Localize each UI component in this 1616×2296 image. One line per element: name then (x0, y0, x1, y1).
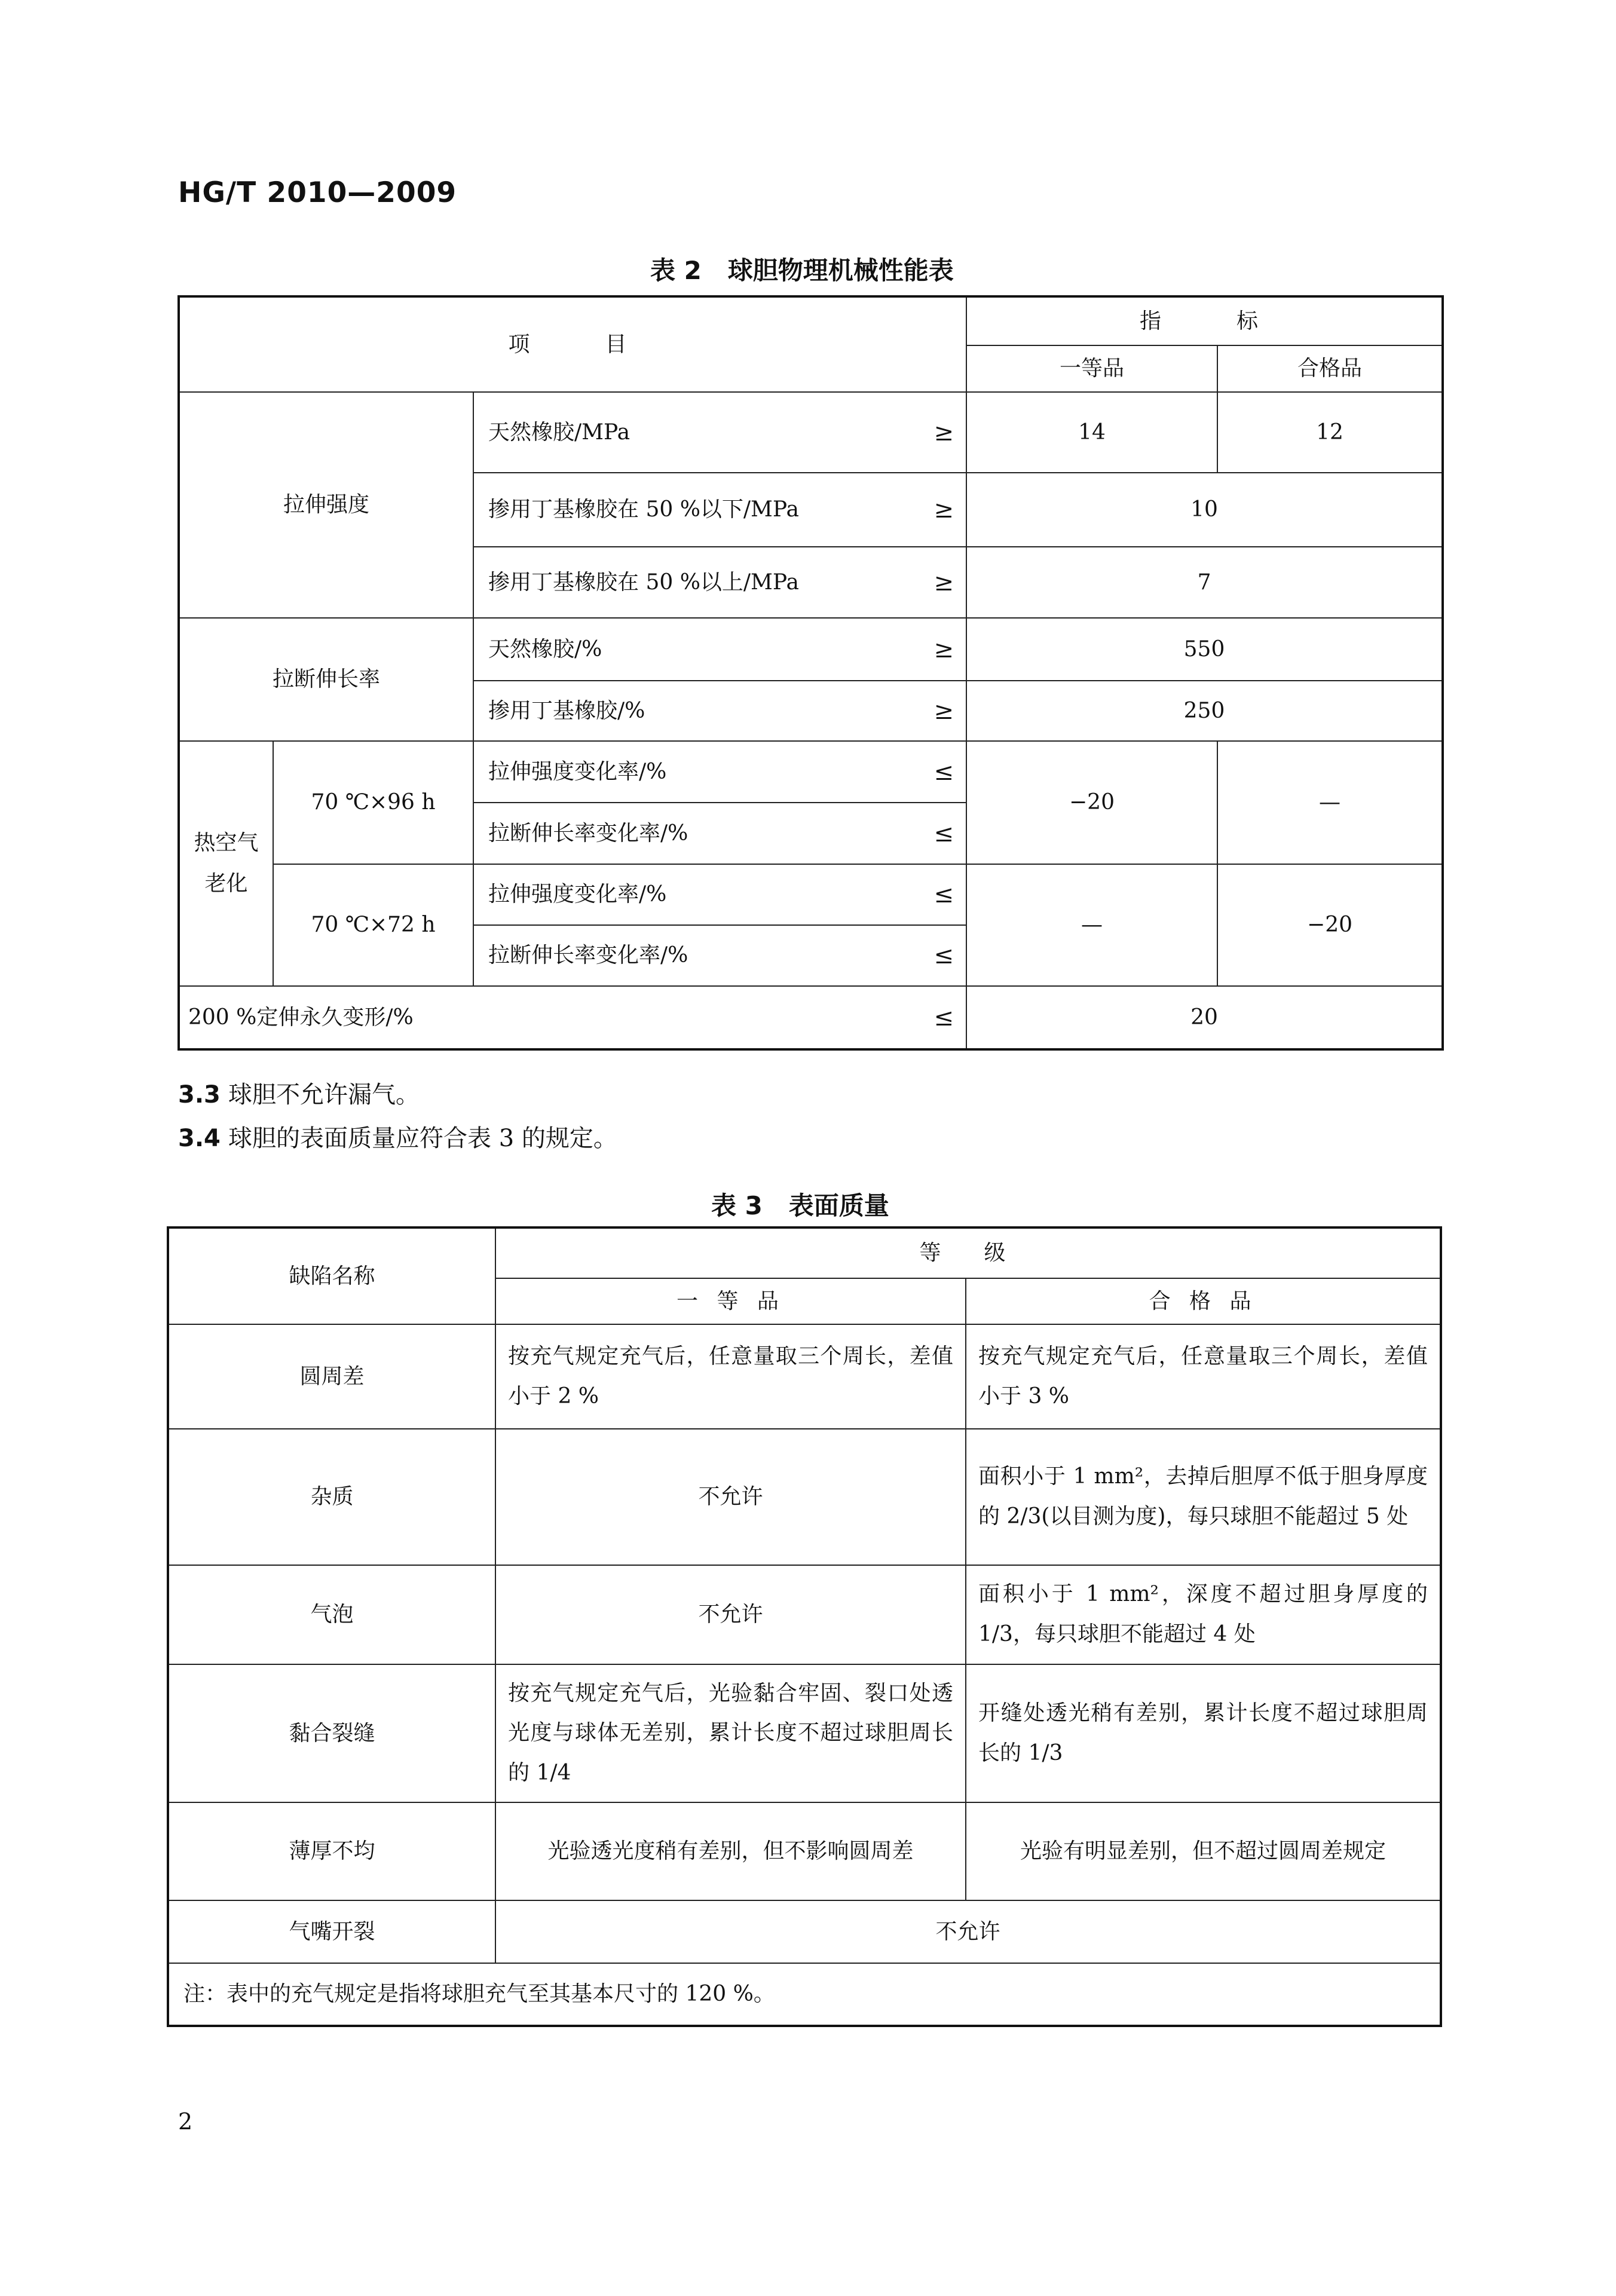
table-row-op: ≤ (919, 925, 966, 986)
header-qualified: 合格品 (1217, 345, 1443, 392)
table-cell-qualified: 面积小于 1 mm²，深度不超过胆身厚度的 1/3，每只球胆不能超过 4 处 (966, 1565, 1441, 1664)
table-row-name: 掺用丁基橡胶在 50 %以下/MPa (473, 473, 919, 547)
table-row-name: 掺用丁基橡胶/% (473, 681, 919, 741)
permanent-set-value: 20 (966, 986, 1443, 1049)
table2-caption: 表 2 球胆物理机械性能表 (650, 256, 954, 285)
table-row-op: ≥ (919, 681, 966, 741)
table-cell-first: 按充气规定充气后，任意量取三个周长，差值小于 2 % (495, 1324, 966, 1429)
aging-condition-96h: 70 ℃×96 h (273, 741, 473, 864)
permanent-set-name: 200 %定伸永久变形/% (179, 986, 919, 1049)
table-cell-value: 550 (966, 618, 1443, 681)
permanent-set-op: ≤ (919, 986, 966, 1049)
header-grade: 等 级 (495, 1227, 1441, 1278)
standard-code: HG/T 2010—2009 (178, 176, 457, 209)
table-row-op: ≥ (919, 547, 966, 618)
table-row-name: 圆周差 (168, 1324, 495, 1429)
table-row-name: 拉断伸长率变化率/% (473, 925, 919, 986)
header-item: 项 目 (179, 296, 966, 392)
header-qualified: 合 格 品 (966, 1278, 1441, 1324)
page-number: 2 (178, 2108, 193, 2135)
tensile-label: 拉伸强度 (179, 392, 473, 618)
table2-physical-mechanical (177, 295, 1444, 1051)
table-cell-value: 7 (966, 547, 1443, 618)
table-row-name: 拉伸强度变化率/% (473, 741, 919, 803)
table-cell-qualified: 面积小于 1 mm²，去掉后胆厚不低于胆身厚度的 2/3(以目测为度)，每只球胆不能超过 5 处 (966, 1429, 1441, 1565)
header-indicator: 指 标 (966, 296, 1443, 345)
table-row-name: 拉断伸长率变化率/% (473, 803, 919, 864)
header-first-grade: 一 等 品 (495, 1278, 966, 1324)
table-cell-qualified: 按充气规定充气后，任意量取三个周长，差值小于 3 % (966, 1324, 1441, 1429)
table-row-op: ≤ (919, 803, 966, 864)
aging-condition-72h: 70 ℃×72 h (273, 864, 473, 986)
table-cell-first: 14 (966, 392, 1217, 473)
table-cell-first: 不允许 (495, 1565, 966, 1664)
table-row-name: 气泡 (168, 1565, 495, 1664)
table-row-name: 杂质 (168, 1429, 495, 1565)
table-row-op: ≥ (919, 392, 966, 473)
clause-3-4: 3.4 球胆的表面质量应符合表 3 的规定。 (178, 1125, 617, 1152)
table-cell-first: — (966, 864, 1217, 986)
table-row-name: 气嘴开裂 (168, 1900, 495, 1963)
table-row-name: 拉伸强度变化率/% (473, 864, 919, 925)
table-row-name: 薄厚不均 (168, 1802, 495, 1900)
table-row-op: ≤ (919, 741, 966, 803)
table3-note: 注：表中的充气规定是指将球胆充气至其基本尺寸的 120 %。 (168, 1963, 1441, 2026)
table-cell-first: 不允许 (495, 1429, 966, 1565)
table-row-name: 黏合裂缝 (168, 1664, 495, 1802)
table3-caption: 表 3 表面质量 (711, 1191, 889, 1220)
table-cell-qualified: −20 (1217, 864, 1443, 986)
table-row-op: ≥ (919, 618, 966, 681)
table-cell-first: 按充气规定充气后，光验黏合牢固、裂口处透光度与球体无差别，累计长度不超过球胆周长的 1/4 (495, 1664, 966, 1802)
table-cell-qualified: 开缝处透光稍有差别，累计长度不超过球胆周长的 1/3 (966, 1664, 1441, 1802)
table-cell-first: −20 (966, 741, 1217, 864)
table-cell-value: 10 (966, 473, 1443, 547)
aging-label: 热空气 老化 (179, 741, 273, 986)
clause-3-3: 3.3 球胆不允许漏气。 (178, 1081, 420, 1109)
table-cell-value: 不允许 (495, 1900, 1441, 1963)
table-cell-qualified: 光验有明显差别，但不超过圆周差规定 (966, 1802, 1441, 1900)
table-cell-value: 250 (966, 681, 1443, 741)
table-cell-qualified: — (1217, 741, 1443, 864)
table-cell-qualified: 12 (1217, 392, 1443, 473)
table-row-op: ≤ (919, 864, 966, 925)
table3-surface-quality (167, 1226, 1442, 2027)
header-first-grade: 一等品 (966, 345, 1217, 392)
header-defect: 缺陷名称 (168, 1227, 495, 1324)
table-row-name: 天然橡胶/MPa (473, 392, 919, 473)
table-row-name: 掺用丁基橡胶在 50 %以上/MPa (473, 547, 919, 618)
elongation-label: 拉断伸长率 (179, 618, 473, 741)
table-cell-first: 光验透光度稍有差别，但不影响圆周差 (495, 1802, 966, 1900)
table-row-name: 天然橡胶/% (473, 618, 919, 681)
table-row-op: ≥ (919, 473, 966, 547)
